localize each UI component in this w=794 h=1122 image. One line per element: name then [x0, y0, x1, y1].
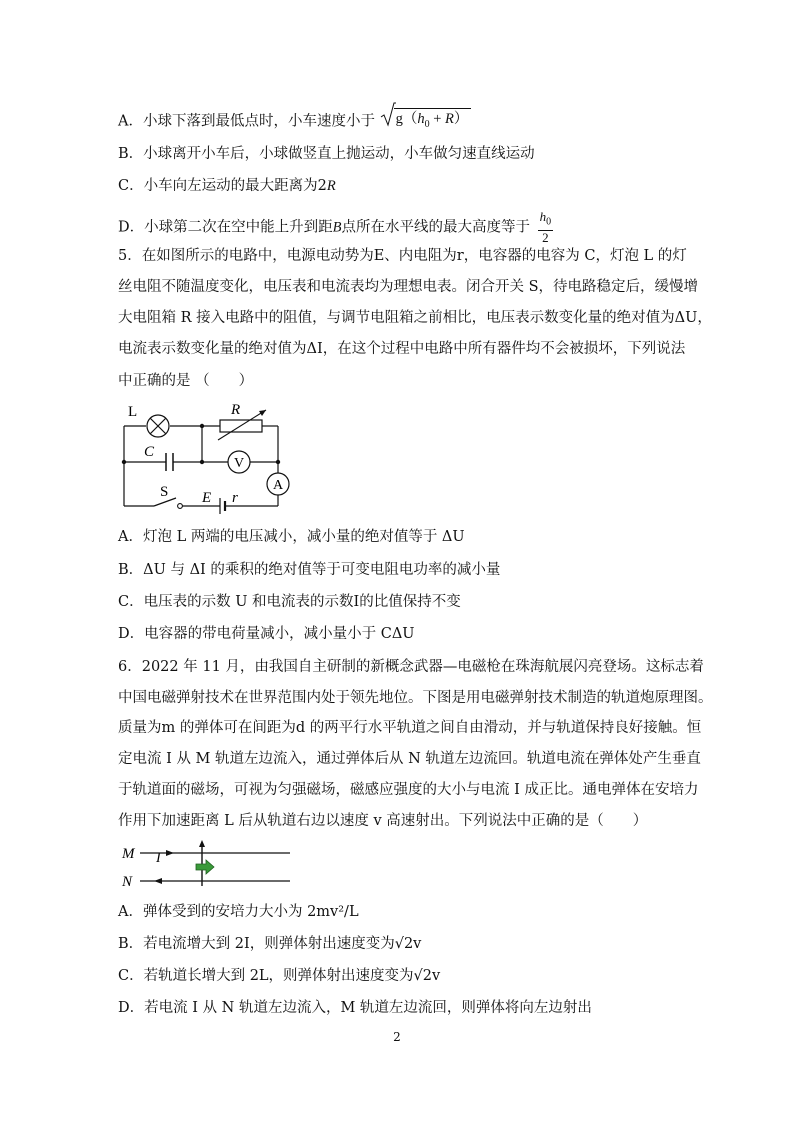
q4-option-d-text1: D．小球第二次在空中能上升到距: [118, 219, 333, 236]
sqrt-plus: +: [433, 111, 442, 127]
q4-option-d: [118, 210, 553, 245]
q6-stem-line-3: 质量为m 的弹体可在间距为d 的两平行水平轨道之间自由滑动，并与轨道保持良好接触。恒: [118, 720, 702, 736]
lamp-icon: [147, 415, 169, 437]
q4-option-b: B．小球离开小车后，小球做竖直上抛运动，小车做匀速直线运动: [118, 146, 535, 162]
label-L: L: [128, 404, 138, 420]
frac-den: 2: [542, 229, 549, 245]
q4-option-d-text2: 点所在水平线的最大高度等于: [341, 219, 530, 236]
q4-option-a-text: A．小球下落到最低点时，小车速度小于: [118, 113, 375, 130]
label-N: N: [122, 874, 133, 890]
sqrt-expression: [380, 108, 472, 135]
q4-option-a: [118, 108, 471, 135]
label-M: M: [122, 846, 135, 862]
q5-stem-line-2: 丝电阻不随温度变化，电压表和电流表均为理想电表。闭合开关 S，待电路稳定后，缓慢增: [118, 279, 699, 295]
q6-stem-line-2: 中国电磁弹射技术在世界范围内处于领先地位。下图是用电磁弹射技术制造的轨道炮原理图。: [118, 690, 713, 706]
ammeter-icon: [267, 473, 289, 495]
radical-sign-icon: [380, 102, 396, 128]
label-S: S: [160, 484, 169, 500]
circuit-diagram: [118, 402, 308, 518]
arrow-right-icon: [166, 850, 174, 856]
voltmeter-icon: [228, 451, 250, 473]
label-C: C: [144, 444, 155, 460]
battery-icon: [220, 498, 225, 514]
variable-resistor-icon: [218, 410, 266, 440]
q5-option-c: C．电压表的示数 U 和电流表的示数I的比值保持不变: [118, 594, 461, 610]
q5-option-d: D．电容器的带电荷量减小，减小量小于 CΔU: [118, 626, 415, 642]
label-V: V: [234, 456, 245, 471]
q5-stem-line-4: 电流表示数变化量的绝对值为ΔI，在这个过程中电路中所有器件均不会被损坏，下列说法: [118, 341, 686, 357]
rail-gun-diagram: [118, 840, 298, 890]
sqrt-h: h: [417, 111, 425, 127]
q6-stem-line-1: 6．2022 年 11 月，由我国自主研制的新概念武器—电磁枪在珠海航展闪亮登场。这标志着: [118, 659, 704, 675]
q6-option-b: B．若电流增大到 2I，则弹体射出速度变为√2v: [118, 936, 422, 952]
q6-option-a: A．弹体受到的安培力大小为 2mv²/L: [118, 904, 359, 920]
q4-option-c-text: C．小车向左运动的最大距离为2: [118, 178, 327, 194]
q6-stem-line-6: 作用下加速距离 L 后从轨道右边以速度 v 高速射出。下列说法中正确的是（ ）: [118, 813, 648, 829]
q5-stem-line-5: 中正确的是 （ ）: [118, 373, 254, 389]
capacitor-icon: [166, 453, 173, 471]
q6-stem-line-4: 定电流 I 从 M 轨道左边流入，通过弹体后从 N 轨道左边流回。轨道电流在弹体处产生垂直: [118, 751, 701, 767]
q5-option-b: B．ΔU 与 ΔI 的乘积的绝对值等于可变电阻电功率的减小量: [118, 562, 501, 578]
page-number: 2: [393, 1030, 401, 1044]
junction-dot: [276, 460, 280, 464]
q5-stem-line-3: 大电阻箱 R 接入电路中的阻值，与调节电阻箱之前相比，电压表示数变化量的绝对值为ΔU，: [118, 310, 712, 326]
label-R: R: [231, 402, 241, 418]
sqrt-close: ）: [453, 111, 469, 127]
label-A: A: [273, 478, 284, 493]
fraction-h0-over-2: [538, 210, 554, 245]
q5-stem-line-1: 5．在如图所示的电路中，电源电动势为E、内电阻为r，电容器的电容为 C，灯泡 L 的灯: [118, 248, 687, 264]
q6-stem-line-5: 于轨道面的磁场，可视为匀强磁场，磁感应强度的大小与电流 I 成正比。通电弹体在安培力: [118, 782, 699, 798]
q6-option-d: D．若电流 I 从 N 轨道左边流入，M 轨道左边流回，则弹体将向左边射出: [118, 1000, 592, 1016]
q6-option-c: C．若轨道长增大到 2L，则弹体射出速度变为√2v: [118, 968, 441, 984]
frac-h: h: [539, 209, 547, 224]
label-I: I: [156, 851, 161, 866]
green-arrow-icon: [196, 860, 214, 874]
frac-h-sub: 0: [546, 216, 552, 228]
sqrt-h-sub: 0: [424, 118, 430, 130]
q4-option-c-R: R: [326, 178, 336, 194]
sqrt-R: R: [445, 111, 454, 127]
q5-option-a: A．灯泡 L 两端的电压减小，减小量的绝对值等于 ΔU: [118, 529, 465, 545]
sqrt-g: g（: [395, 111, 418, 127]
current-up-arrow-icon: [199, 840, 205, 847]
label-r: r: [232, 490, 238, 506]
q4-option-c: [118, 176, 336, 196]
arrow-left-icon: [154, 878, 162, 884]
label-E: E: [202, 490, 212, 506]
q4-option-d-B: B: [332, 219, 342, 236]
